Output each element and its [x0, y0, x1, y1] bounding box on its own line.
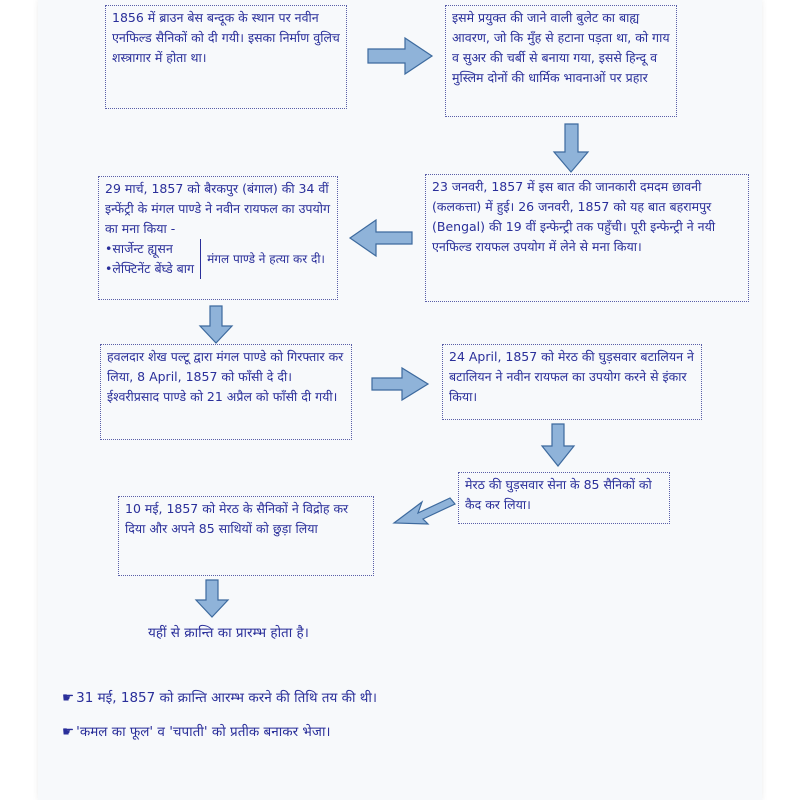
pointing-hand-icon: ☛ — [62, 690, 75, 706]
box-meerut-cavalry-refusal — [442, 344, 702, 420]
box-5-text: हवलदार शेख पल्टू द्वारा मंगल पाण्डे को गिरफ्तार कर लिया, 8 April, 1857 को फाँसी दे दी। ईश्वरीप्रसाद पाण्डे को 21 अप्रैल को फाँसी दी गयी। — [107, 349, 344, 404]
box-mangal-pandey-refusal — [98, 176, 338, 300]
box-4-sublist — [105, 239, 331, 279]
conclusion-text: यहीं से क्रान्ति का प्रारम्भ होता है। — [148, 625, 309, 641]
box-10-may-revolt — [118, 496, 374, 576]
box-cartridge-grease — [445, 5, 677, 117]
list-item: • सार्जेन्ट ह्यूसन — [105, 239, 194, 259]
box-4-note: मंगल पाण्डे ने हत्या कर दी। — [207, 252, 325, 266]
list-item: • लेफ्टिनेंट बेंघ्डे बाग — [105, 259, 194, 279]
pointing-hand-icon: ☛ — [62, 724, 75, 740]
box-brown-bess-replacement — [105, 5, 347, 109]
box-8-text: 10 मई, 1857 को मेरठ के सैनिकों ने विद्रोह कर दिया और अपने 85 साथियों को छुड़ा लिया — [125, 501, 349, 536]
box-2-text: इसमे प्रयुक्त की जाने वाली बुलेट का बाह्य आवरण, जो कि मुँह से हटाना पड़ता था, को गाय व सुअर की चर्बी से बनाया गया, इससे हिन्दू व मुस्लिम दोनों की धार्मिक भावनाओं पर प्रहार — [452, 10, 670, 85]
note-item — [62, 688, 377, 708]
box-4-text: 29 मार्च, 1857 को बैरकपुर (बंगाल) की 34 वीं इन्फेंट्री के मंगल पाण्डे ने नवीन रायफल का उपयोग का मना किया - — [105, 181, 331, 236]
box-1-text: 1856 में ब्राउन बेस बन्दूक के स्थान पर नवीन एनफिल्ड सैनिकों को दी गयी। इसका निर्माण वुलिच शस्त्रागार में होता था। — [112, 10, 340, 65]
box-3-text: 23 जनवरी, 1857 में इस बात की जानकारी दमदम छावनी (कलकत्ता) में हुई। 26 जनवरी, 1857 को यह बात बहरामपुर (Bengal) की 19 वीं इन्फेन्ट्री तक पहुँची। पूरी इन्फेन्ट्री ने नयी एनफिल्ड रायफल उपयोग में लेने से मना किया। — [432, 179, 716, 254]
box-6-text: 24 April, 1857 को मेरठ की घुड़सवार बटालियन ने बटालियन ने नवीन रायफल का उपयोग करने से इंकार किया। — [449, 349, 694, 404]
box-dumdum-berhampur — [425, 174, 749, 302]
note-item — [62, 722, 331, 742]
box-85-soldiers-jailed — [458, 472, 670, 524]
box-shaikh-paltu-arrest — [100, 344, 352, 440]
victims-list — [105, 239, 201, 279]
note-text: 31 मई, 1857 को क्रान्ति आरम्भ करने की तिथि तय की थी। — [76, 690, 377, 706]
note-text: 'कमल का फूल' व 'चपाती' को प्रतीक बनाकर भेजा। — [76, 724, 331, 740]
box-7-text: मेरठ की घुड़सवार सेना के 85 सैनिकों को कैद कर लिया। — [465, 477, 652, 512]
